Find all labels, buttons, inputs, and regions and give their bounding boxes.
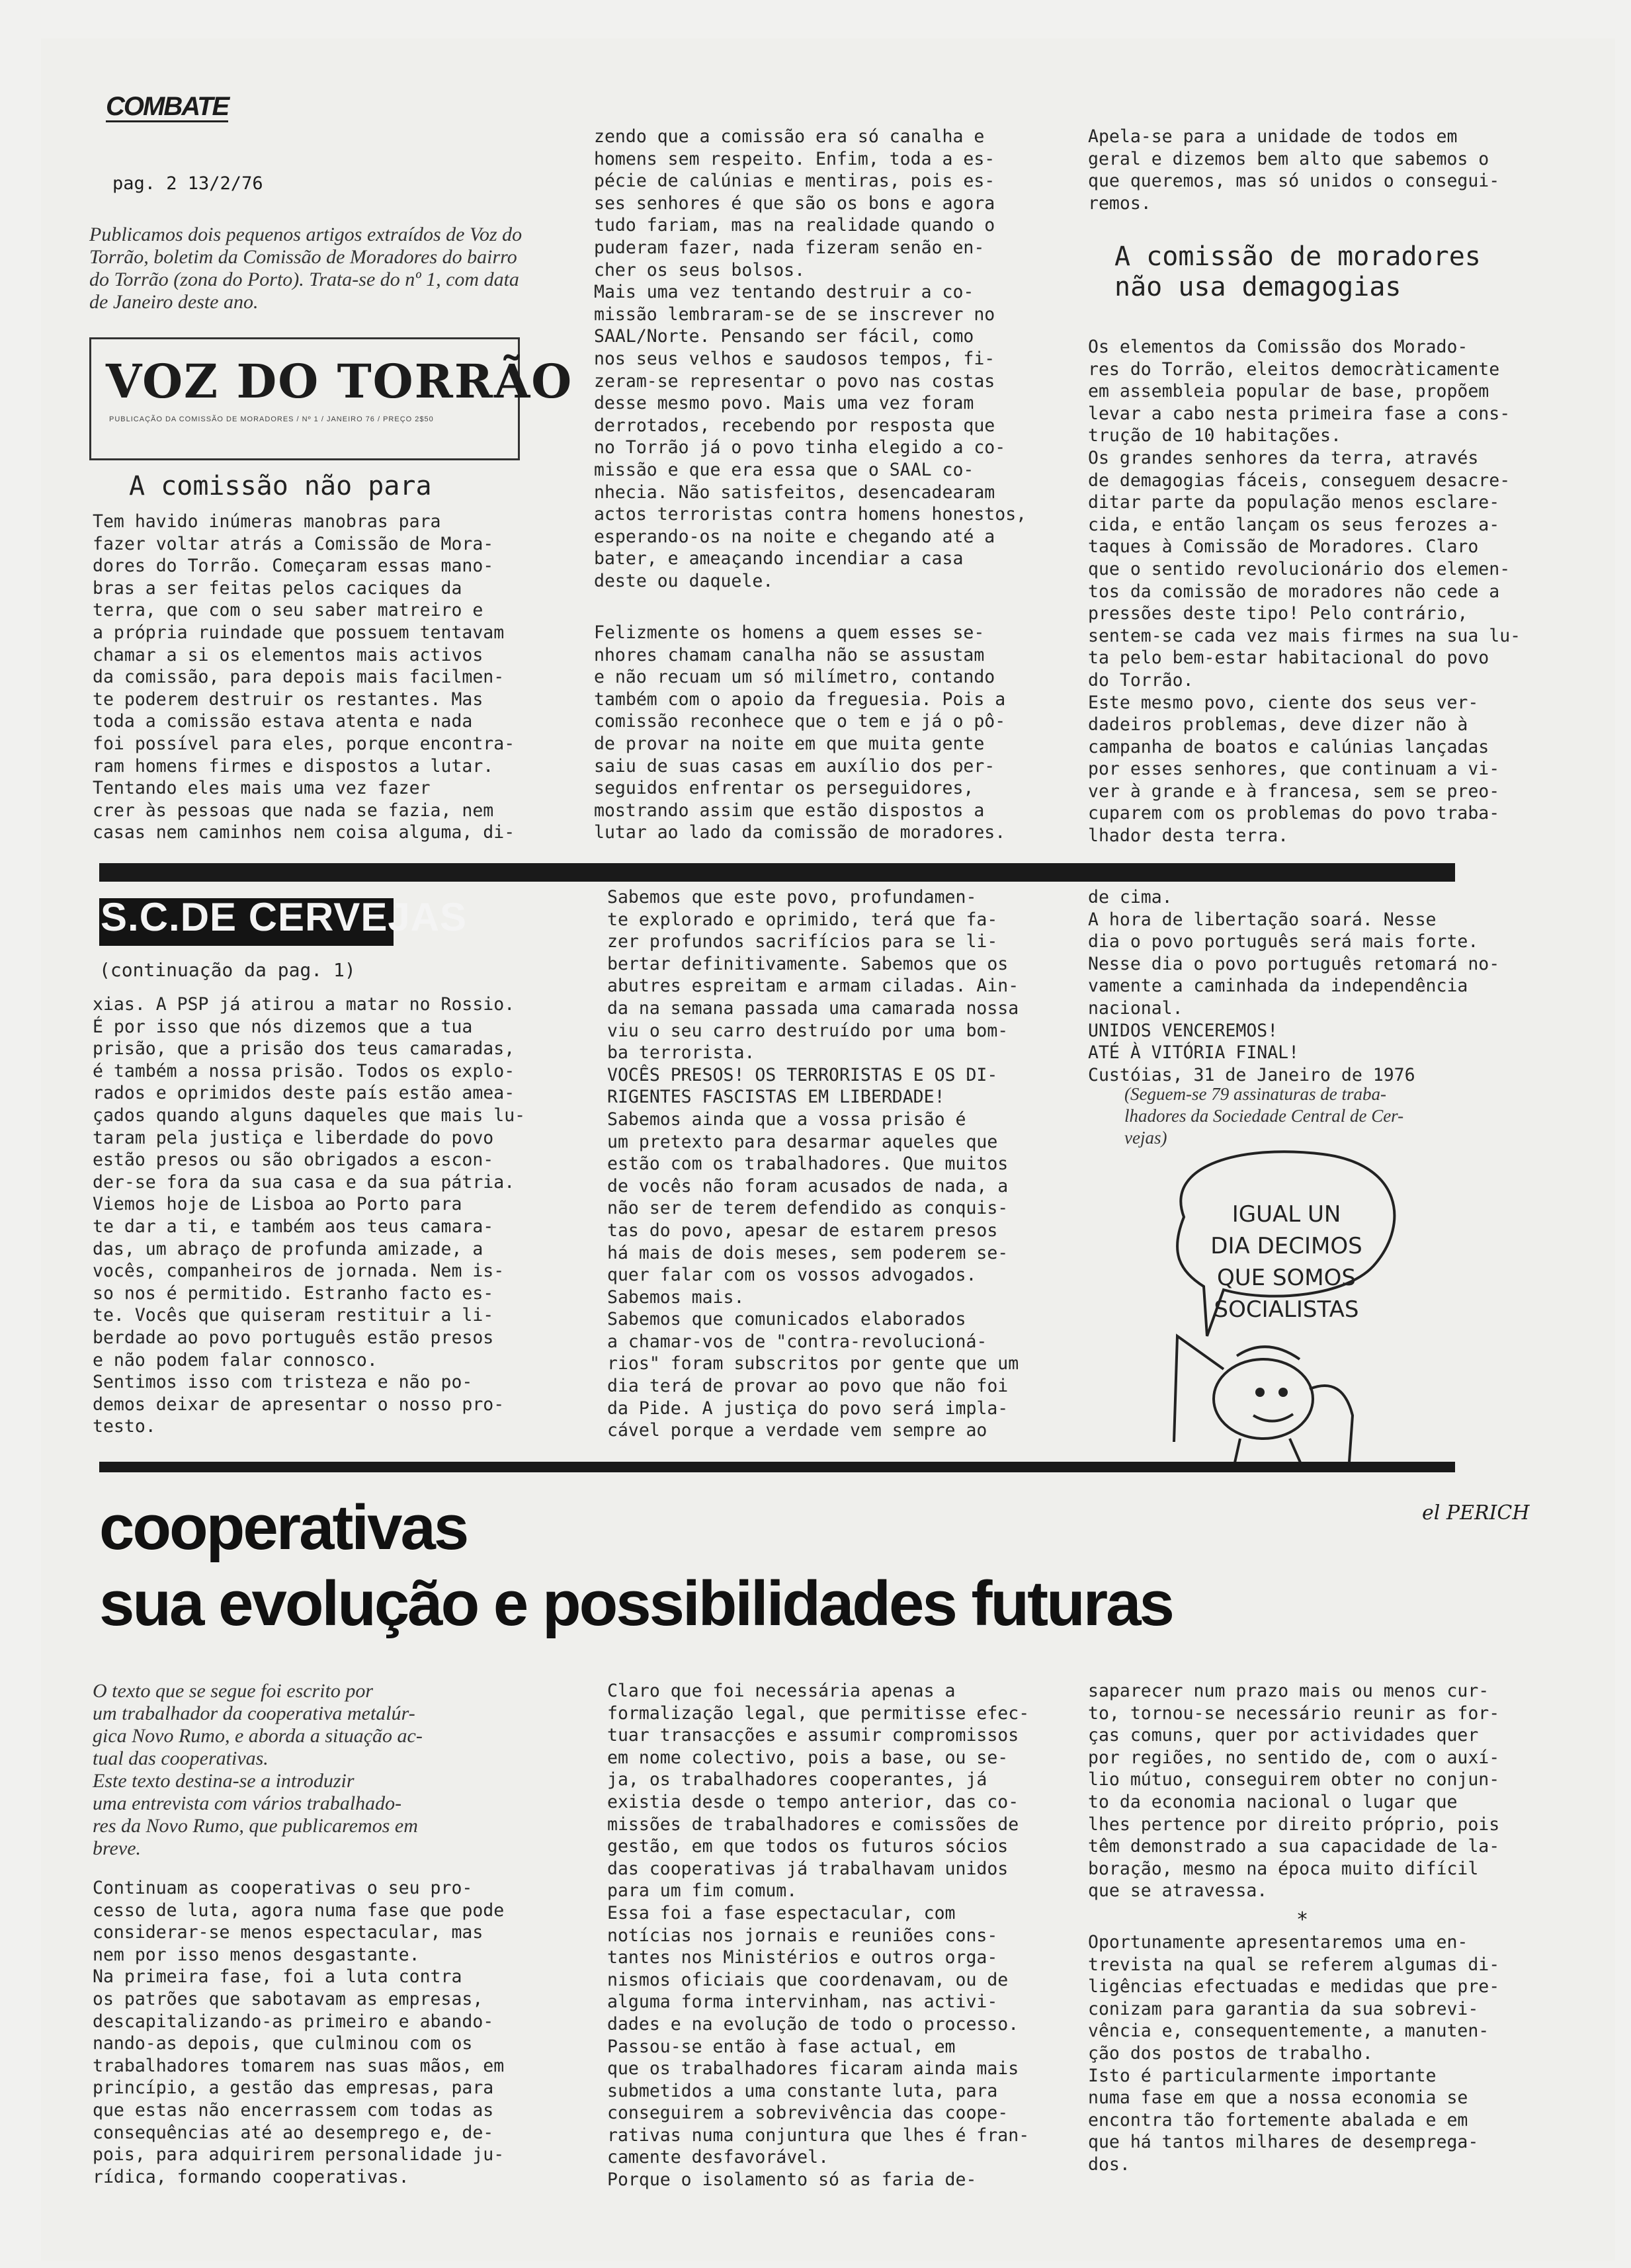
masthead-logo: COMBATE bbox=[106, 92, 229, 121]
cartoon-signature: el PERICH bbox=[1422, 1501, 1530, 1525]
sc-col1: xias. A PSP já atirou a matar no Rossio. É por isso que nós dizemos que a tua prisão, que a prisão dos teus camaradas, é também a nossa prisão. Todos os explo- rados e oprimidos deste país estão amea- çados quando alguns daqueles que mais lu- taram pela justiça e liberdade do povo estão presos ou são obrigados a escon- der-se fora da sua casa e da sua pátria. Viemos hoje de Lisboa ao Porto para te dar a ti, e também aos teus camara- das, um abraço de profunda amizade, a vocês, companheiros de jornada. Nem is- so nos é permitido. Estranho facto es- te. Vocês que quiseram restituir a li- berdade ao povo português estão presos e não podem falar connosco. Sentimos isso com tristeza e não po- demos deixar de apresentar o nosso pro- testo. bbox=[93, 994, 526, 1437]
coop-col2: Claro que foi necessária apenas a formalização legal, que permitisse efec- tuar transacções e assumir compromissos em nome colectivo, pois a base, ou se- ja, os trabalhadores cooperantes, já existia desde o tempo anterior, das co- missões de trabalhadores e comissões de gestão, em que todos os futuros sócios das cooperativas já trabalhavam unidos para um fim comum. Essa foi a fase espectacular, com notícias nos jornais e reuniões cons- tantes nos Ministérios e outros orga- nismos oficiais que coordenavam, ou de alguma forma intervinham, nas activi- dades e na evolução de todo o processo. Passou-se então à fase actual, em que os trabalhadores ficaram ainda mais submetidos a uma constante luta, para conseguirem a sobrevivência das coope- rativas numa conjuntura que lhes é fran- camente desfavorável. Porque o isolamento só as faria de- bbox=[607, 1681, 1030, 2191]
coop-title-line2: sua evolução e possibilidades futuras bbox=[99, 1568, 1173, 1639]
coop-col1: Continuam as cooperativas o seu pro- cesso de luta, agora numa fase que pode considerar-se menos espectacular, mas nem por isso menos desgastante. Na primeira fase, foi a luta contra os patrões que sabotavam as empresas, descapitalizando-as primeiro e abando- nando-as depois, que culminou com os trabalhadores tomarem nas suas mãos, em princípio, a gestão das empresas, para que estas não encerrassem com todas as consequências até ao desemprego e, de- pois, para adquirirem personalidade ju- rídica, formando cooperativas. bbox=[93, 1878, 505, 2187]
cartoon-bubble-text: IGUAL UN DIA DECIMOS QUE SOMOS SOCIALISTAS bbox=[1210, 1201, 1362, 1323]
coop-intro: O texto que se segue foi escrito por um trabalhador da cooperativa metalúr- gica Novo Rumo, e aborda a situação ac- tual das cooperativas. Este texto destina-se a introduzir uma entrevista com vários trabalhado- res da Novo Rumo, que publicaremos em breve. bbox=[93, 1680, 423, 1859]
section-divider-2 bbox=[99, 1462, 1455, 1472]
cartoon-figure bbox=[1174, 1336, 1353, 1468]
coop-title-line1: cooperativas bbox=[99, 1492, 468, 1563]
article1-col2a: zendo que a comissão era só canalha e homens sem respeito. Enfim, toda a es- pécie de calúnias e mentiras, pois es- ses senhores é que são os bons e agora tudo fariam, mas na realidade quando o puderam fazer, nada fizeram senão en- cher os seus bolsos. Mais uma vez tentando destruir a co- missão lembraram-se de se inscrever no SAAL/Norte. Pensando ser fácil, como nos seus velhos e saudosos tempos, fi- zeram-se representar o povo nas costas desse mesmo povo. Mais uma vez foram derrotados, recebendo por resposta que no Torrão já o povo tinha elegido a co- missão e que era essa que o SAAL co- nhecia. Não satisfeitos, desencadearam actos terroristas contra homens honestos, esperando-os na noite e chegando até a bater, e ameaçando incendiar a casa deste ou daquele. bbox=[594, 126, 1027, 591]
article2-intro: Apela-se para a unidade de todos em geral e dizemos bem alto que sabemos o que queremos, mas só unidos o consegui- remos. bbox=[1088, 126, 1500, 214]
coop-asterisk: * bbox=[1296, 1908, 1309, 1931]
article1-col2b: Felizmente os homens a quem esses se- nhores chamam canalha não se assustam e não recuam um só milímetro, contando também com o apoio da freguesia. Pois a comissão reconhece que o tem e já o pô- de provar na noite em que muita gente saiu de suas casas em auxílio dos per- seguidos enfrentar os perseguidores, mostrando assim que estão dispostos a lutar ao lado da comissão de moradores. bbox=[594, 622, 1006, 843]
page-info: pag. 2 13/2/76 bbox=[112, 173, 263, 194]
coop-col3b: Oportunamente apresentaremos uma en- trevista na qual se referem algumas di- ligências efectuadas e medidas que pre- conizam para garantia da sua sobrevi- vência e, consequentemente, a manuten- ção dos postos de trabalho. Isto é particularmente importante numa fase em que a nossa economia se encontra tão fortemente abalada e em que há tantos milhares de desemprega- dos. bbox=[1088, 1932, 1500, 2175]
sc-col3: de cima. A hora de libertação soará. Nesse dia o povo português será mais forte. Nesse dia o povo português retomará no- vamente a caminhada da independência nacional. UNIDOS VENCEREMOS! ATÉ À VITÓRIA FINAL! Custóias, 31 de Janeiro de 1976 bbox=[1088, 887, 1500, 1085]
article1-heading: A comissão não para bbox=[129, 471, 432, 501]
intro-note: Publicamos dois pequenos artigos extraídos de Voz do Torrão, boletim da Comissão de Moradores do bairro do Torrão (zona do Porto). Trata-se do nº 1, com data de Janeiro deste ano. bbox=[89, 224, 523, 313]
article2-heading: A comissão de moradores não usa demagogias bbox=[1114, 241, 1481, 302]
sc-col2: Sabemos que este povo, profundamen- te explorado e oprimido, terá que fa- zer profundos sacrifícios para se li- bertar definitivamente. Sabemos que os abutres espreitam e armam ciladas. Ain- da na semana passada uma camarada nossa viu o seu carro destruído por uma bom- ba terrorista. VOCÊS PRESOS! OS TERRORISTAS E OS DI- RIGENTES FASCISTAS EM LIBERDADE! Sabemos ainda que a vossa prisão é um pretexto para desarmar aqueles que estão com os trabalhadores. Que muitos de vocês não foram acusados de nada, a não ser de terem defendido as conquis- tas do povo, apesar de estarem presos há mais de dois meses, sem poderem se- quer falar com os vossos advogados. Sabemos mais. Sabemos que comunicados elaborados a chamar-vos de "contra-revolucioná- rios" foram subscritos por gente que um dia terá de provar ao povo que não foi da Pide. A justiça do povo será impla- cável porque a verdade vem sempre ao bbox=[607, 887, 1019, 1441]
coop-col3a: saparecer num prazo mais ou menos cur- to, tornou-se necessário reunir as for- ças comuns, quer por actividades quer por regiões, no sentido de, com o auxí- lio mútuo, conseguirem obter no conjun- to da economia nacional o lugar que lhes pertence por direito próprio, pois têm demonstrado a sua capacidade de la- boração, mesmo na época muito difícil que se atravessa. bbox=[1088, 1681, 1500, 1902]
article1-col1: Tem havido inúmeras manobras para fazer voltar atrás a Comissão de Mora- dores do Torrão. Começaram essas mano- bras a ser feitas pelos caciques da terra, que com o seu saber matreiro e a própria ruindade que possuem tentavam chamar a si os elementos mais activos da comissão, para depois mais facilmen- te poderem destruir os restantes. Mas toda a comissão estava atenta e nada foi possível para eles, porque encontra- ram homens firmes e dispostos a lutar. Tentando eles mais uma vez fazer crer às pessoas que nada se fazia, nem casas nem caminhos nem coisa alguma, di- bbox=[93, 511, 515, 843]
sc-signatures: (Seguem-se 79 assinaturas de traba- lhadores da Sociedade Central de Cer- vejas) bbox=[1124, 1084, 1404, 1148]
section-divider bbox=[99, 863, 1455, 882]
voz-subtitle: PUBLICAÇÃO DA COMISSÃO DE MORADORES / Nº 1 / JANEIRO 76 / PREÇO 2$50 bbox=[109, 415, 434, 423]
article2-body: Os elementos da Comissão dos Morado- res do Torrão, eleitos democràticamente em assembleia popular de base, propõem levar a cabo nesta primeira fase a cons- trução de 10 habitações. Os grandes senhores da terra, através de demagogias fáceis, conseguem desacre- ditar parte da população menos esclare- cida, e então lançam os seus ferozes a- taques à Comissão de Moradores. Claro que o sentido revolucionário dos elemen- tos da comissão de moradores não cede a pressões deste tipo! Pelo contrário, sentem-se cada vez mais firmes na sua lu- ta pelo bem-estar habitacional do povo do Torrão. Este mesmo povo, ciente dos seus ver- dadeiros problemas, deve dizer não à campanha de boatos e calúnias lançadas por esses senhores, que continuam a vi- ver à grande e à francesa, sem se preo- cuparem com os problemas do povo traba- lhador desta terra. bbox=[1088, 337, 1521, 847]
voz-title: VOZ DO TORRÃO bbox=[106, 354, 573, 409]
sc-title: S.C.DE CERVEJAS bbox=[101, 895, 468, 939]
sc-continuation: (continuação da pag. 1) bbox=[99, 959, 356, 981]
